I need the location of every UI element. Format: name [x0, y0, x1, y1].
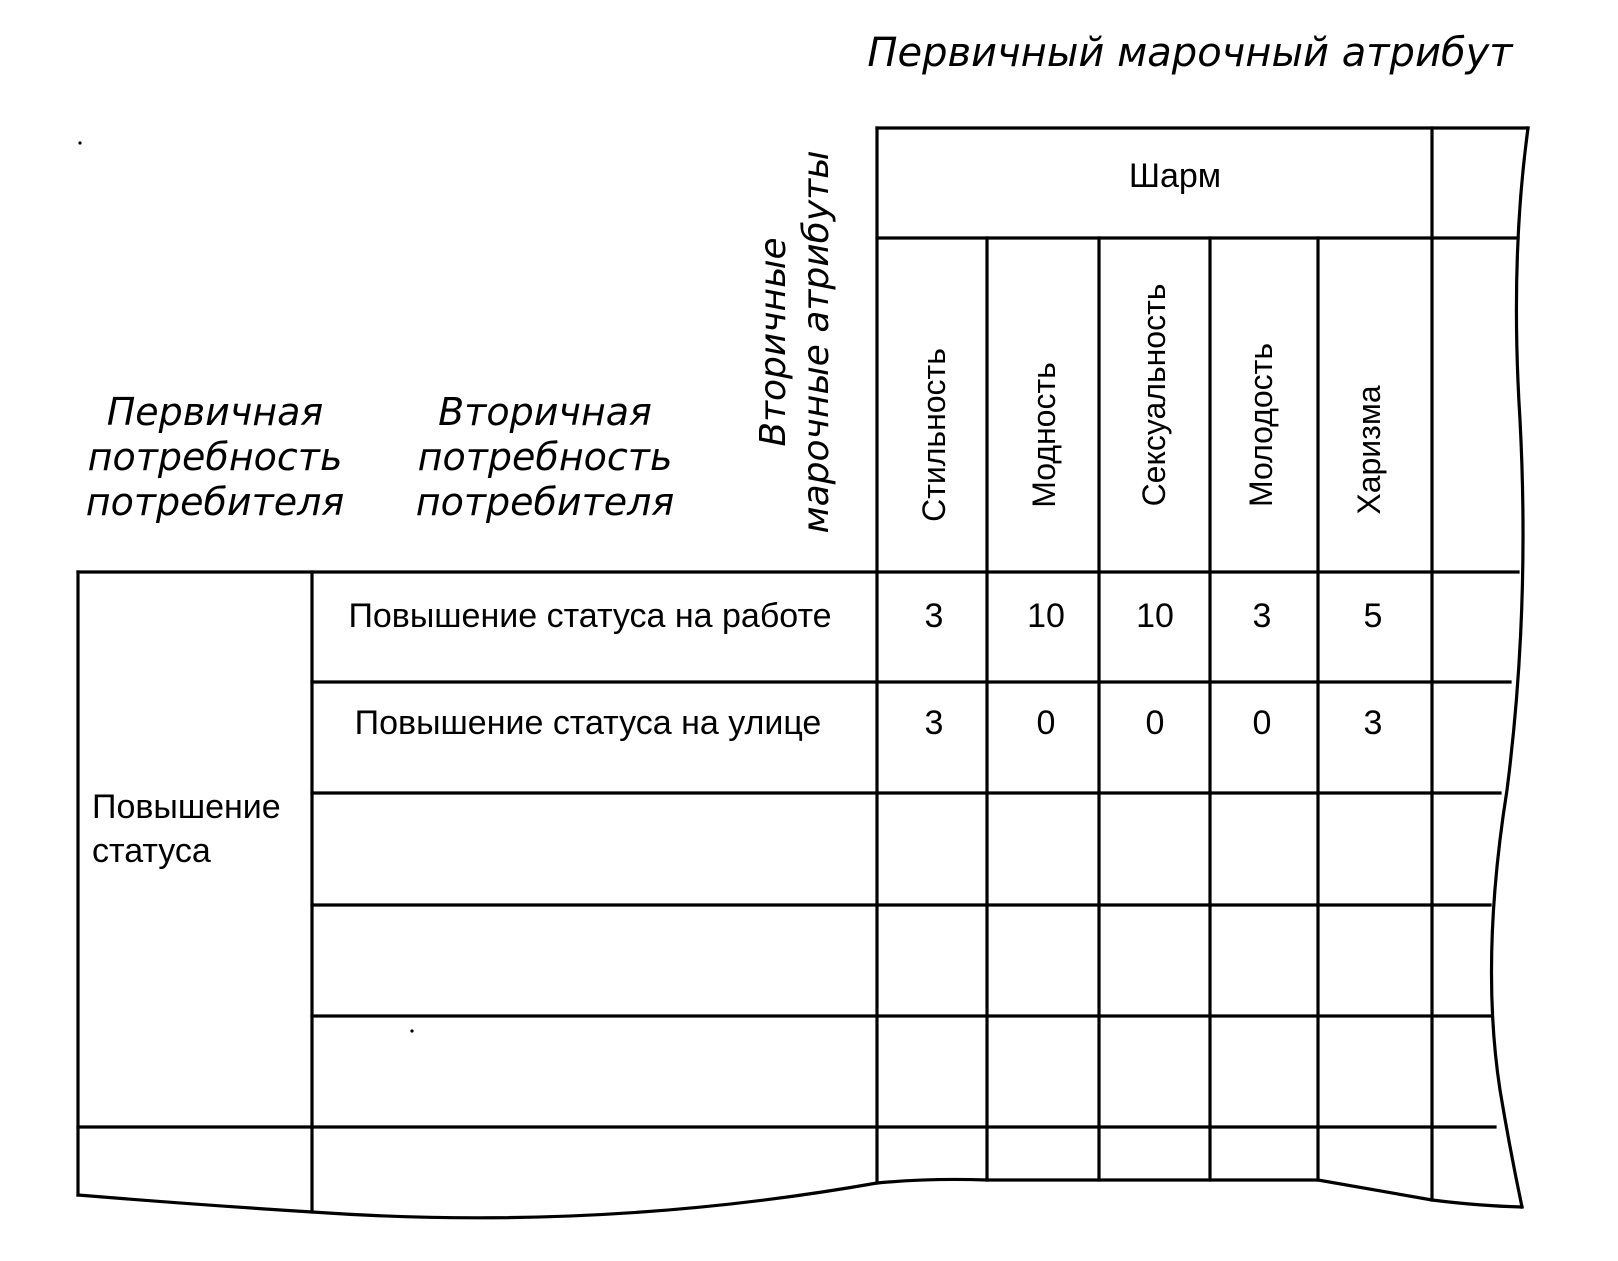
cell-value: 3: [1363, 704, 1383, 742]
header-secondary-need: [416, 390, 675, 524]
header-secondary-need-line-1: Вторичная: [438, 390, 652, 434]
attribute-header-1: Модность: [1026, 362, 1062, 508]
matrix-right-edge: [1491, 128, 1528, 1207]
row-0: [348, 597, 1382, 635]
header-secondary-attributes-line-1: Вторичные: [753, 237, 794, 447]
header-secondary-need-line-3: потребителя: [415, 480, 675, 524]
header-primary-need-line-2: потребность: [87, 435, 343, 479]
table-bottom-edge: [78, 1179, 1522, 1217]
row-label: Повышение статуса на работе: [348, 597, 832, 635]
primary-need-cell: [92, 788, 281, 870]
speck-top-left: [78, 141, 81, 144]
header-primary-need-line-1: Первичная: [106, 390, 324, 434]
cell-value: 3: [1252, 597, 1272, 635]
cell-value: 3: [924, 704, 944, 742]
speck-middle: [410, 1029, 413, 1032]
header-secondary-attributes-line-2: марочные атрибуты: [796, 150, 837, 534]
cell-value: 0: [1145, 704, 1165, 742]
attribute-header-4: Харизма: [1351, 385, 1387, 515]
cell-value: 10: [1027, 597, 1065, 635]
row-1: [355, 704, 1383, 742]
cell-value: 10: [1136, 597, 1174, 635]
matrix-title: Первичный марочный атрибут: [867, 30, 1513, 76]
cell-value: 0: [1036, 704, 1056, 742]
attribute-header-3: Молодость: [1243, 342, 1279, 508]
primary-attribute-label: Шарм: [1128, 157, 1222, 195]
attribute-header-2: Сексуальность: [1136, 283, 1172, 507]
header-secondary-need-line-2: потребность: [417, 435, 673, 479]
primary-need-cell-line-1: Повышение: [92, 788, 281, 826]
cell-value: 3: [924, 597, 944, 635]
cell-value: 5: [1363, 597, 1383, 635]
header-primary-need: [86, 390, 345, 524]
header-primary-need-line-3: потребителя: [85, 480, 345, 524]
row-label: Повышение статуса на улице: [354, 704, 822, 742]
header-secondary-attributes: [753, 150, 837, 533]
cell-value: 0: [1252, 704, 1272, 742]
attribute-header-0: Стильность: [916, 348, 952, 522]
primary-need-cell-line-2: статуса: [92, 832, 211, 870]
